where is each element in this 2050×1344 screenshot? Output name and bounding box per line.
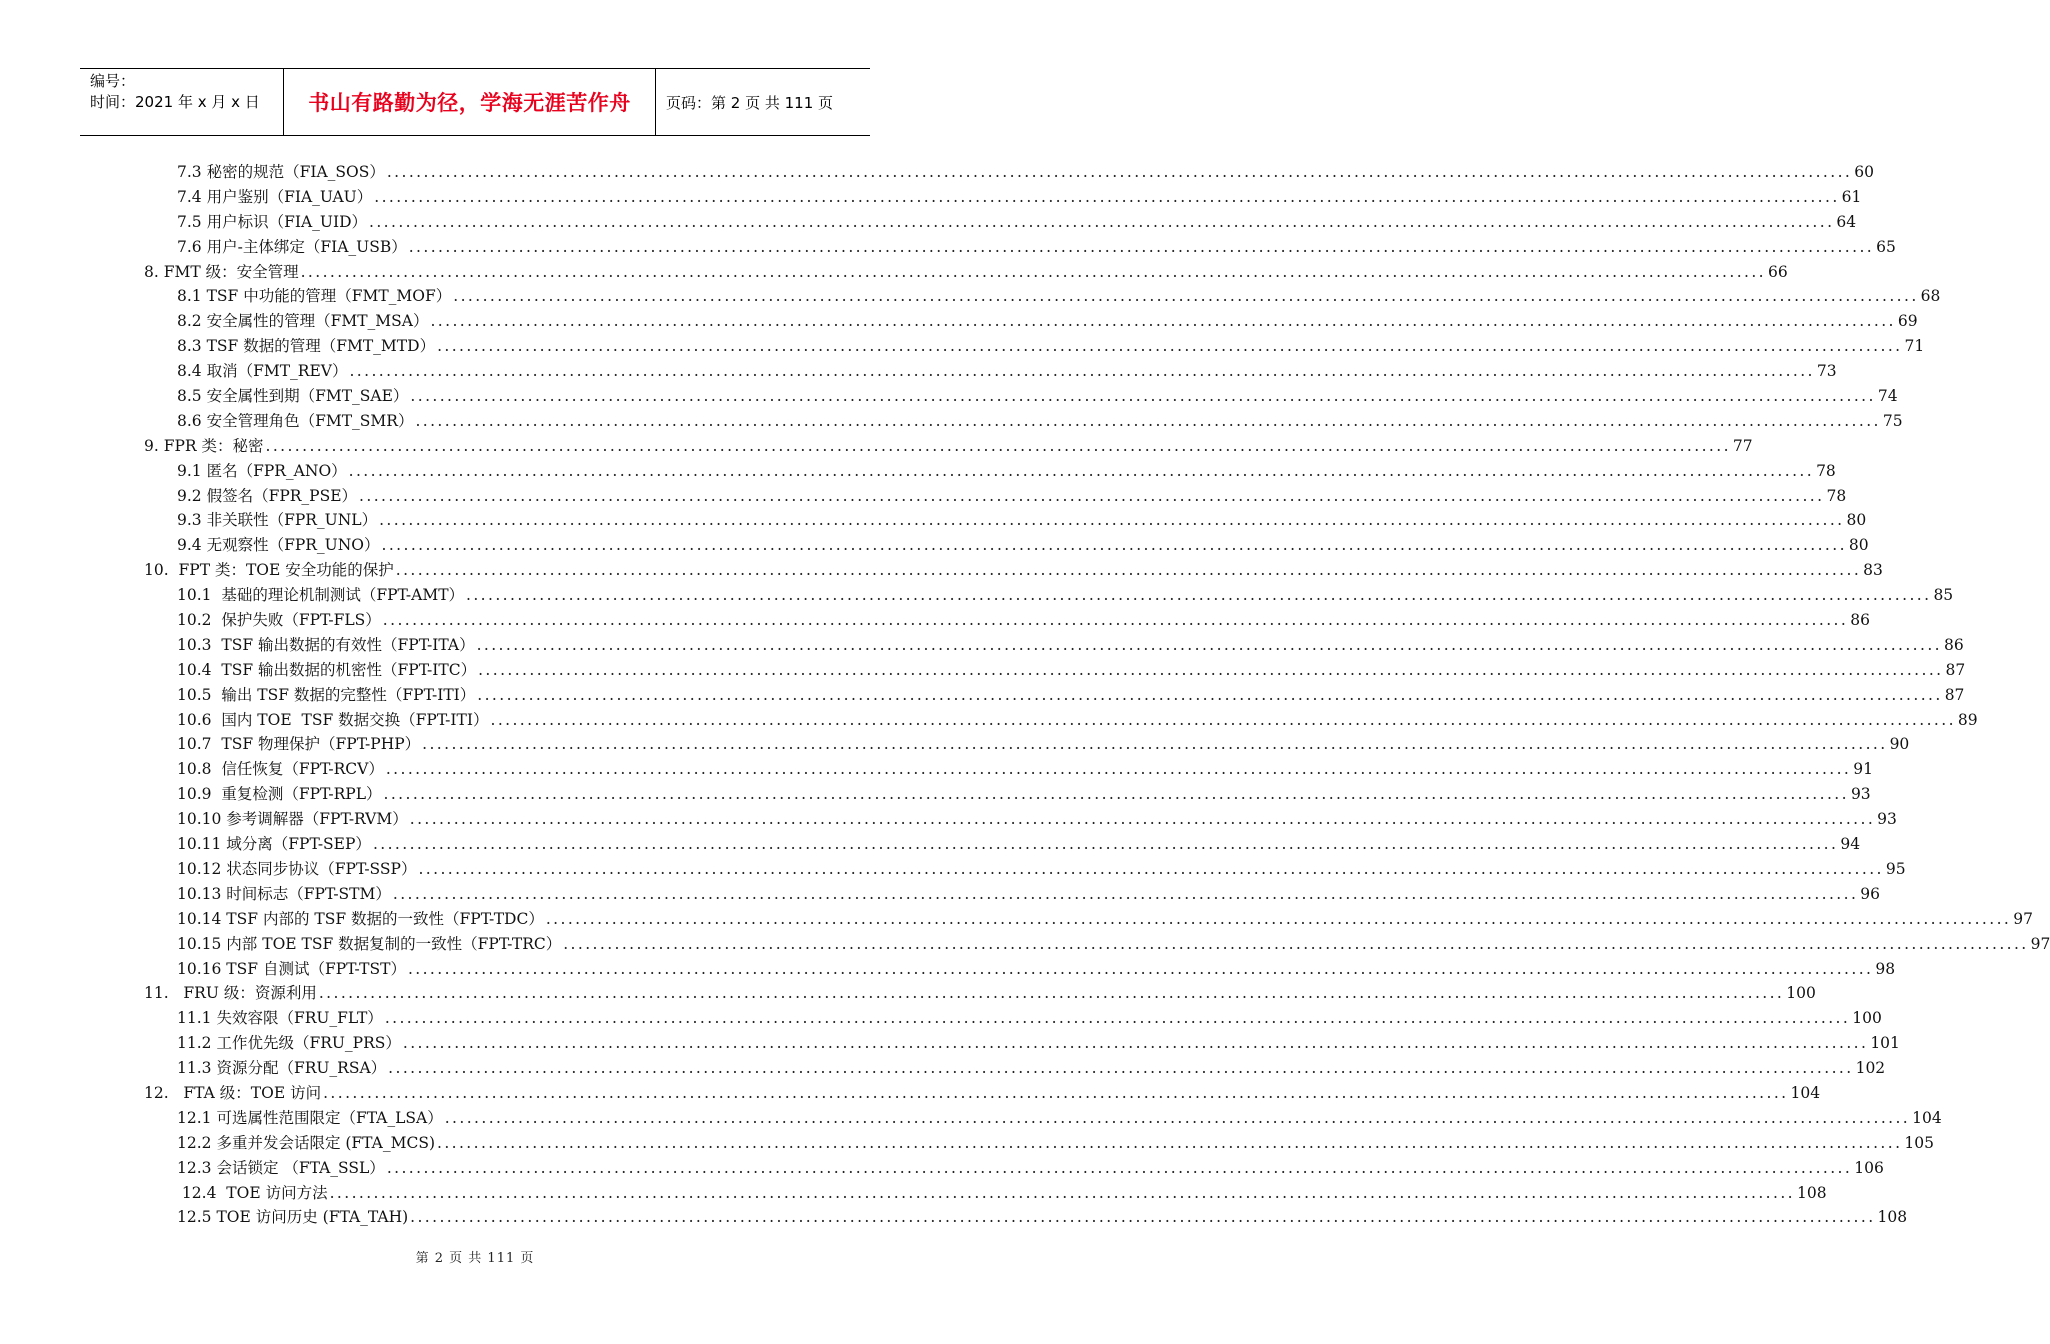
header-page-info: 页码：第 2 页 共 111 页: [666, 93, 834, 112]
toc-entry-title: 10.9 重复检测（FPT-RPL）: [177, 785, 382, 804]
toc-entry-title: 11.2 工作优先级（FRU_PRS）: [177, 1034, 401, 1053]
toc-entry-title: 10.14 TSF 内部的 TSF 数据的一致性（FPT-TDC）: [177, 909, 544, 928]
toc-entry-title: 9. FPR 类：秘密: [144, 436, 264, 455]
toc-entry[interactable]: [144, 832, 1861, 857]
toc-entry-title: 9.3 非关联性（FPR_UNL）: [177, 511, 378, 530]
toc-entry-page: 108: [1877, 1208, 1908, 1227]
toc-leader-dots: ........................................................................................................................................................................................................: [408, 237, 1875, 256]
toc-leader-dots: ........................................................................................................................................................................................................: [329, 1183, 1795, 1202]
toc-leader-dots: ........................................................................................................................................................................................................: [265, 436, 1731, 455]
toc-leader-dots: ........................................................................................................................................................................................................: [386, 163, 1853, 181]
toc-entry-title: 7.4 用户鉴别（FIA_UAU）: [177, 187, 373, 206]
toc-leader-dots: ........................................................................................................................................................................................................: [369, 212, 1835, 231]
toc-entry-title: 10.8 信任恢复（FPT-RCV）: [177, 760, 384, 779]
toc-entry-title: 12.5 TOE 访问历史 (FTA_TAH): [177, 1208, 409, 1227]
toc-entry[interactable]: [144, 1156, 1884, 1181]
toc-entry-title: 10.6 国内 TOE TSF 数据交换（FPT-ITI）: [177, 710, 489, 729]
toc-entry-title: 8.1 TSF 中功能的管理（FMT_MOF）: [177, 287, 452, 306]
toc-leader-dots: ........................................................................................................................................................................................................: [437, 1133, 1903, 1152]
toc-entry-page: 96: [1860, 884, 1881, 903]
toc-entry[interactable]: [144, 309, 1918, 334]
toc-entry-page: 104: [1912, 1108, 1942, 1127]
toc-entry-title: 10.2 保护失败（FPT-FLS）: [177, 611, 381, 630]
toc-entry-page: 61: [1841, 187, 1862, 206]
toc-entry[interactable]: [144, 907, 2033, 932]
toc-entry-title: 11.1 失效容限（FRU_FLT）: [177, 1009, 383, 1028]
toc-entry[interactable]: [144, 558, 1883, 583]
toc-entry[interactable]: [144, 508, 1867, 533]
toc-entry-title: 8.4 取消（FMT_REV）: [177, 362, 348, 381]
page-footer: 第 2 页 共 111 页: [415, 1251, 535, 1266]
toc-leader-dots: ........................................................................................................................................................................................................: [418, 859, 1884, 878]
toc-entry-title: 8.3 TSF 数据的管理（FMT_MTD）: [177, 337, 436, 356]
toc-leader-dots: ........................................................................................................................................................................................................: [478, 660, 1944, 679]
toc-leader-dots: ........................................................................................................................................................................................................: [437, 337, 1903, 356]
toc-entry-page: 86: [1850, 611, 1870, 630]
toc-entry[interactable]: [144, 334, 1925, 359]
toc-leader-dots: ........................................................................................................................................................................................................: [359, 486, 1825, 505]
toc-entry-page: 78: [1826, 486, 1847, 505]
toc-entry-page: 69: [1897, 312, 1918, 331]
toc-entry-page: 104: [1790, 1083, 1821, 1102]
header-meta: [80, 69, 283, 135]
toc-leader-dots: ........................................................................................................................................................................................................: [392, 884, 1859, 903]
page-header: [80, 68, 870, 136]
toc-leader-dots: ........................................................................................................................................................................................................: [410, 1208, 1876, 1227]
toc-entry[interactable]: [144, 782, 1871, 807]
toc-entry[interactable]: [144, 185, 1862, 210]
toc-leader-dots: ........................................................................................................................................................................................................: [407, 959, 1874, 978]
toc-entry-page: 87: [1945, 660, 1966, 679]
toc-leader-dots: ........................................................................................................................................................................................................: [410, 387, 1876, 406]
toc-entry[interactable]: [144, 384, 1898, 409]
toc-entry[interactable]: [144, 1181, 1827, 1206]
header-motto: 书山有路勤为径，学海无涯苦作舟: [283, 69, 656, 135]
toc-entry[interactable]: [144, 583, 1954, 608]
toc-entry[interactable]: [144, 732, 1910, 757]
toc-entry-page: 60: [1854, 163, 1874, 181]
toc-leader-dots: ........................................................................................................................................................................................................: [563, 934, 2029, 953]
toc-entry-title: 12.1 可选属性范围限定（FTA_LSA）: [177, 1108, 443, 1127]
toc-entry-title: 10.10 参考调解器（FPT-RVM）: [177, 810, 408, 829]
toc-leader-dots: ........................................................................................................................................................................................................: [383, 785, 1849, 804]
toc-entry-title: 12.3 会话锁定 （FTA_SSL）: [177, 1158, 385, 1177]
toc-entry-page: 108: [1797, 1183, 1827, 1202]
toc-entry[interactable]: [144, 683, 1965, 708]
toc-entry-title: 9.2 假签名（FPR_PSE）: [177, 486, 358, 505]
toc-entry-page: 100: [1852, 1009, 1882, 1028]
toc-entry[interactable]: [144, 708, 1978, 733]
toc-entry[interactable]: [144, 1056, 1886, 1081]
toc-entry[interactable]: [144, 932, 2050, 957]
toc-entry[interactable]: [144, 434, 1753, 459]
toc-entry-page: 77: [1732, 436, 1753, 455]
toc-entry-page: 95: [1885, 859, 1906, 878]
toc-entry-title: 9.4 无观察性（FPR_UNO）: [177, 536, 380, 555]
toc-entry-page: 78: [1816, 461, 1836, 480]
toc-entry-page: 85: [1933, 586, 1954, 605]
toc-entry[interactable]: [144, 409, 1903, 434]
toc-entry[interactable]: [144, 284, 1941, 309]
toc-entry-title: 8. FMT 级：安全管理: [144, 262, 299, 281]
toc-entry-title: 12.2 多重并发会话限定 (FTA_MCS): [177, 1133, 435, 1152]
toc-leader-dots: ........................................................................................................................................................................................................: [384, 1009, 1851, 1028]
toc-entry[interactable]: [144, 981, 1816, 1006]
toc-entry-title: 12. FTA 级：TOE 访问: [144, 1083, 322, 1102]
toc-leader-dots: ........................................................................................................................................................................................................: [386, 1158, 1853, 1177]
toc-entry-page: 105: [1904, 1133, 1934, 1152]
toc-entry[interactable]: [144, 633, 1964, 658]
toc-entry-page: 93: [1850, 785, 1871, 804]
toc-entry-page: 73: [1816, 362, 1837, 381]
toc-entry-title: 8.5 安全属性到期（FMT_SAE）: [177, 387, 409, 406]
toc-entry[interactable]: [144, 210, 1857, 235]
toc-entry[interactable]: [144, 260, 1788, 285]
toc-entry-page: 102: [1855, 1059, 1886, 1078]
toc-leader-dots: ........................................................................................................................................................................................................: [415, 411, 1881, 430]
toc-entry-page: 64: [1836, 212, 1857, 231]
toc-entry-title: 8.6 安全管理角色（FMT_SMR）: [177, 411, 414, 430]
toc-entry[interactable]: [144, 359, 1837, 384]
toc-entry[interactable]: [144, 857, 1906, 882]
toc-entry[interactable]: [144, 1106, 1942, 1131]
toc-entry-page: 66: [1768, 262, 1788, 281]
table-of-contents: [144, 160, 2050, 1230]
toc-entry[interactable]: [144, 1205, 1908, 1230]
toc-leader-dots: ........................................................................................................................................................................................................: [444, 1108, 1911, 1127]
toc-leader-dots: ........................................................................................................................................................................................................: [382, 611, 1849, 630]
toc-leader-dots: ........................................................................................................................................................................................................: [402, 1034, 1869, 1053]
header-time-label: 时间：2021 年 x 月 x 日: [90, 93, 260, 111]
toc-entry-title: 10.13 时间标志（FPT-STM）: [177, 884, 391, 903]
toc-entry-title: 10.15 内部 TOE TSF 数据复制的一致性（FPT-TRC）: [177, 934, 562, 953]
toc-entry-page: 101: [1870, 1034, 1900, 1053]
toc-leader-dots: ........................................................................................................................................................................................................: [477, 685, 1943, 704]
toc-leader-dots: ........................................................................................................................................................................................................: [348, 461, 1815, 480]
toc-entry-title: 10.7 TSF 物理保护（FPT-PHP）: [177, 735, 421, 754]
toc-entry-page: 91: [1853, 760, 1873, 779]
toc-entry-title: 9.1 匿名（FPR_ANO）: [177, 461, 347, 480]
toc-entry[interactable]: [144, 484, 1847, 509]
toc-leader-dots: ........................................................................................................................................................................................................: [372, 835, 1839, 854]
toc-entry[interactable]: [144, 882, 1881, 907]
toc-entry-page: 106: [1854, 1158, 1884, 1177]
toc-entry-page: 80: [1846, 511, 1867, 530]
toc-entry[interactable]: [144, 757, 1873, 782]
toc-entry-title: 10.11 域分离（FPT-SEP）: [177, 835, 371, 854]
toc-entry[interactable]: [144, 1131, 1934, 1156]
toc-entry-title: 10.16 TSF 自测试（FPT-TST）: [177, 959, 406, 978]
toc-leader-dots: ........................................................................................................................................................................................................: [349, 362, 1815, 381]
toc-entry[interactable]: [144, 533, 1869, 558]
toc-entry-page: 71: [1904, 337, 1925, 356]
toc-entry-page: 86: [1943, 635, 1964, 654]
toc-entry-title: 10.5 输出 TSF 数据的完整性（FPT-ITI）: [177, 685, 476, 704]
toc-entry[interactable]: [144, 235, 1896, 260]
toc-entry[interactable]: [144, 1081, 1821, 1106]
toc-leader-dots: ........................................................................................................................................................................................................: [422, 735, 1888, 754]
toc-leader-dots: ........................................................................................................................................................................................................: [395, 561, 1862, 580]
toc-entry-page: 74: [1877, 387, 1898, 406]
toc-leader-dots: ........................................................................................................................................................................................................: [318, 984, 1785, 1003]
toc-entry-page: 68: [1920, 287, 1941, 306]
toc-entry[interactable]: [144, 1006, 1882, 1031]
toc-entry-title: 11.3 资源分配（FRU_RSA）: [177, 1059, 387, 1078]
toc-entry-page: 75: [1882, 411, 1903, 430]
toc-leader-dots: ........................................................................................................................................................................................................: [388, 1059, 1854, 1078]
toc-entry[interactable]: [144, 658, 1966, 683]
toc-entry-title: 7.3 秘密的规范（FIA_SOS）: [177, 163, 385, 181]
toc-leader-dots: ........................................................................................................................................................................................................: [300, 262, 1767, 281]
toc-entry-page: 94: [1840, 835, 1861, 854]
toc-entry-page: 87: [1944, 685, 1965, 704]
toc-entry[interactable]: [144, 807, 1897, 832]
toc-entry-title: 7.6 用户-主体绑定（FIA_USB）: [177, 237, 407, 256]
toc-leader-dots: ........................................................................................................................................................................................................: [381, 536, 1847, 555]
toc-entry-page: 90: [1889, 735, 1910, 754]
toc-entry-page: 97: [2013, 909, 2033, 928]
toc-entry-title: 10.3 TSF 输出数据的有效性（FPT-ITA）: [177, 635, 475, 654]
toc-entry-page: 83: [1863, 561, 1883, 580]
toc-leader-dots: ........................................................................................................................................................................................................: [430, 312, 1896, 331]
toc-entry[interactable]: [144, 1031, 1900, 1056]
toc-entry-page: 97: [2030, 934, 2050, 953]
toc-entry-title: 10.12 状态同步协议（FPT-SSP）: [177, 859, 417, 878]
toc-entry[interactable]: [144, 160, 1874, 185]
toc-leader-dots: ........................................................................................................................................................................................................: [385, 760, 1852, 779]
toc-leader-dots: ........................................................................................................................................................................................................: [490, 710, 1956, 729]
toc-entry-title: 10.4 TSF 输出数据的机密性（FPT-ITC）: [177, 660, 477, 679]
toc-entry[interactable]: [144, 459, 1836, 484]
toc-entry-page: 98: [1875, 959, 1896, 978]
toc-entry-title: 7.5 用户标识（FIA_UID）: [177, 212, 368, 231]
toc-entry-page: 93: [1877, 810, 1897, 829]
toc-entry-title: 11. FRU 级：资源利用: [144, 984, 317, 1003]
toc-leader-dots: ........................................................................................................................................................................................................: [379, 511, 1845, 530]
toc-leader-dots: ........................................................................................................................................................................................................: [476, 635, 1942, 654]
toc-leader-dots: ........................................................................................................................................................................................................: [409, 810, 1876, 829]
toc-entry[interactable]: [144, 608, 1870, 633]
toc-entry[interactable]: [144, 957, 1896, 982]
toc-entry-page: 100: [1786, 984, 1816, 1003]
toc-entry-title: 10. FPT 类：TOE 安全功能的保护: [144, 561, 394, 580]
toc-entry-title: 10.1 基础的理论机制测试（FPT-AMT）: [177, 586, 465, 605]
toc-entry-page: 80: [1848, 536, 1869, 555]
toc-leader-dots: ........................................................................................................................................................................................................: [323, 1083, 1789, 1102]
toc-leader-dots: ........................................................................................................................................................................................................: [545, 909, 2012, 928]
header-number-label: 编号：: [90, 72, 136, 90]
toc-leader-dots: ........................................................................................................................................................................................................: [466, 586, 1932, 605]
toc-entry-title: 12.4 TOE 访问方法: [177, 1183, 328, 1202]
toc-leader-dots: ........................................................................................................................................................................................................: [374, 187, 1840, 206]
toc-entry-page: 65: [1876, 237, 1896, 256]
toc-leader-dots: ........................................................................................................................................................................................................: [453, 287, 1919, 306]
toc-entry-title: 8.2 安全属性的管理（FMT_MSA）: [177, 312, 429, 331]
toc-entry-page: 89: [1957, 710, 1978, 729]
